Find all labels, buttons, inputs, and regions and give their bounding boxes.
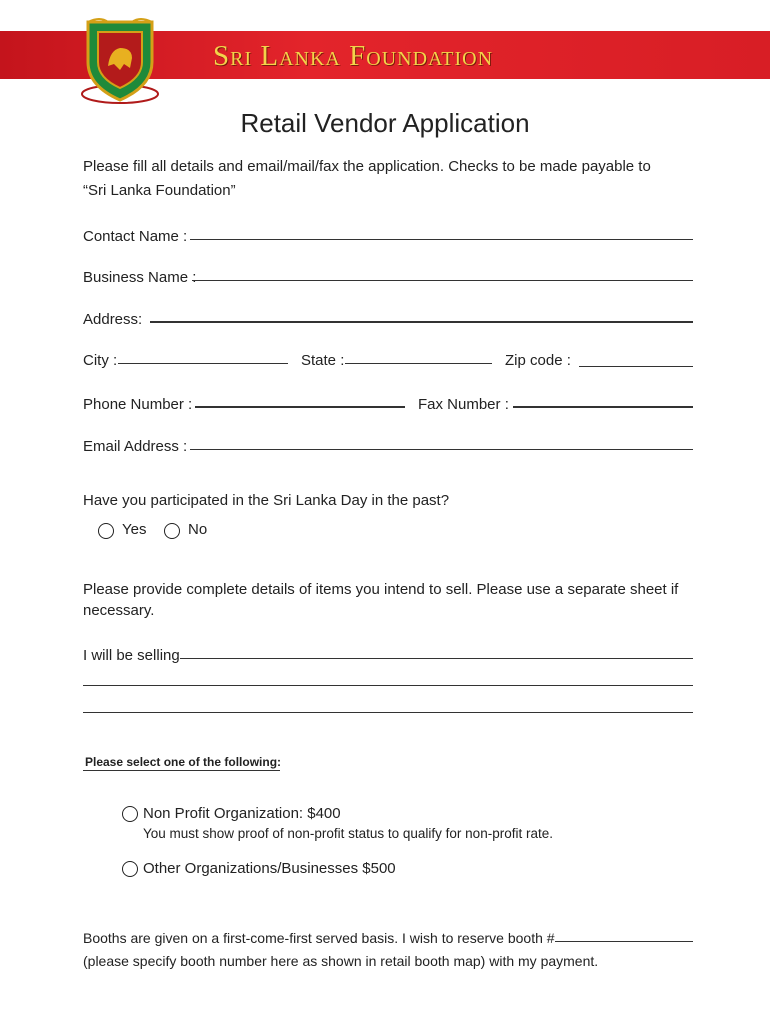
participated-no-radio[interactable] (164, 523, 180, 539)
participation-question: Have you participated in the Sri Lanka Day in the past? (83, 492, 450, 509)
contact-name-label: Contact Name : (83, 228, 188, 245)
nonprofit-note: You must show proof of non-profit status to qualify for non-profit rate. (143, 826, 553, 841)
org-name-title: Sri Lanka Foundation (213, 40, 494, 72)
address-field[interactable] (150, 321, 693, 323)
email-address-field[interactable] (190, 449, 693, 450)
booth-text-line-1: Booths are given on a first-come-first served basis. I wish to reserve booth # (83, 930, 555, 946)
selling-field-line-1[interactable] (180, 658, 693, 659)
state-field[interactable] (345, 363, 492, 364)
email-address-label: Email Address : (83, 438, 188, 455)
address-label: Address: (83, 311, 143, 328)
intro-text-line-1: Please fill all details and email/mail/fax the application. Checks to be made payable to (83, 158, 651, 175)
nonprofit-radio[interactable] (122, 806, 138, 822)
participated-yes-radio[interactable] (98, 523, 114, 539)
booth-number-field[interactable] (555, 941, 693, 942)
fax-number-field[interactable] (513, 406, 693, 408)
items-instructions-line-1: Please provide complete details of items you intend to sell. Please use a separate sheet if (83, 581, 679, 598)
other-organization-radio[interactable] (122, 861, 138, 877)
participated-no-label: No (188, 521, 208, 538)
selling-label: I will be selling (83, 647, 180, 664)
zip-code-label: Zip code : (505, 352, 571, 369)
fax-number-label: Fax Number : (418, 396, 509, 413)
other-organization-label: Other Organizations/Businesses $500 (143, 860, 396, 877)
city-field[interactable] (118, 363, 288, 364)
selling-field-line-3[interactable] (83, 712, 693, 713)
city-label: City : (83, 352, 118, 369)
state-label: State : (301, 352, 345, 369)
items-instructions-line-2: necessary. (83, 602, 155, 619)
pricing-heading-underline (83, 770, 280, 771)
business-name-label: Business Name : (83, 269, 197, 286)
foundation-crest-logo (80, 14, 160, 106)
phone-number-field[interactable] (195, 406, 405, 408)
page-title: Retail Vendor Application (240, 108, 530, 138)
participated-yes-label: Yes (122, 521, 147, 538)
pricing-heading: Please select one of the following: (85, 755, 282, 769)
selling-field-line-2[interactable] (83, 685, 693, 686)
booth-text-line-2: (please specify booth number here as shown in retail booth map) with my payment. (83, 953, 599, 969)
phone-number-label: Phone Number : (83, 396, 193, 413)
intro-text-line-2: “Sri Lanka Foundation” (83, 182, 236, 199)
contact-name-field[interactable] (190, 239, 693, 240)
nonprofit-label: Non Profit Organization: $400 (143, 805, 341, 822)
zip-code-field[interactable] (579, 366, 693, 367)
business-name-field[interactable] (192, 280, 693, 281)
